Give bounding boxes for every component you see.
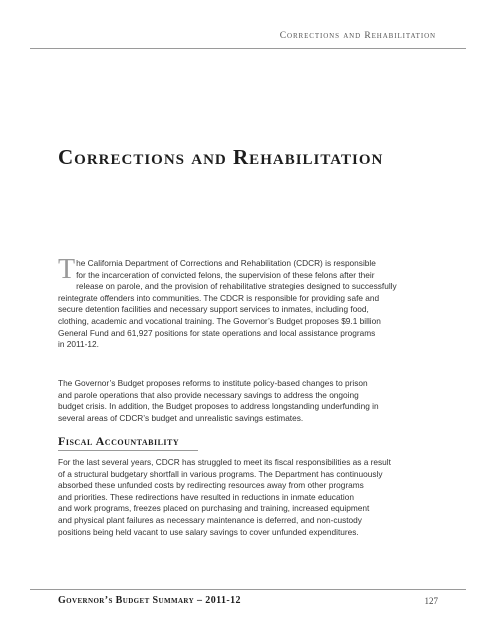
section-rule	[58, 450, 198, 451]
text-line: in 2011-12.	[58, 339, 99, 350]
dropcap: T	[58, 254, 76, 285]
text-line: of a structural budgetary shortfall in various programs. The Department has continuously	[58, 468, 383, 479]
running-header: Corrections and Rehabilitation	[279, 31, 436, 41]
section-heading: Fiscal Accountability	[58, 434, 180, 448]
text-line: and priorities. These redirections have resulted in reductions in inmate education	[58, 491, 354, 502]
chapter-title: Corrections and Rehabilitation	[58, 145, 384, 169]
footer-rule	[30, 589, 466, 590]
text-line: release on parole, and the provision of rehabilitative strategies designed to successfully	[76, 281, 397, 292]
text-line: The Governor’s Budget proposes reforms to institute policy-based changes to prison	[58, 378, 368, 388]
page-number: 127	[424, 596, 438, 606]
text-line: absorbed these unfunded costs by redirecting resources away from other programs	[58, 480, 364, 491]
reform-paragraph	[58, 378, 448, 424]
fiscal-paragraph	[58, 457, 448, 538]
text-line: and work programs, freezes placed on purchasing and training, increased equipment	[58, 503, 370, 514]
text-line: positions being held vacant to use salary savings to cover unfunded expenditures.	[58, 526, 359, 537]
text-line: General Fund and 61,927 positions for state operations and local assistance programs	[58, 327, 376, 338]
text-line: and physical plant failures as necessary maintenance is deferred, and non-custody	[58, 514, 362, 525]
text-line: and parole operations that also provide necessary savings to address the ongoing	[58, 389, 359, 400]
text-line: reintegrate offenders into communities. The CDCR is responsible for providing safe and	[58, 292, 380, 303]
text-line: for the incarceration of convicted felons, the supervision of these felons after their	[76, 269, 375, 280]
text-line: he California Department of Corrections and Rehabilitation (CDCR) is responsible	[76, 258, 376, 268]
intro-paragraph	[58, 254, 448, 351]
text-line: budget crisis. In addition, the Budget proposes to address longstanding underfunding in	[58, 401, 379, 412]
text-line: For the last several years, CDCR has struggled to meet its fiscal responsibilities as a result	[58, 457, 391, 467]
text-line: clothing, academic and vocational training. The Governor’s Budget proposes $9.1 billion	[58, 315, 381, 326]
text-line: secure detention facilities and necessary support services to inmates, including food,	[58, 304, 369, 315]
footer-title: Governor’s Budget Summary – 2011-12	[58, 595, 241, 606]
text-line: several areas of CDCR’s budget and unrealistic savings estimates.	[58, 412, 304, 423]
header-rule	[30, 48, 466, 49]
